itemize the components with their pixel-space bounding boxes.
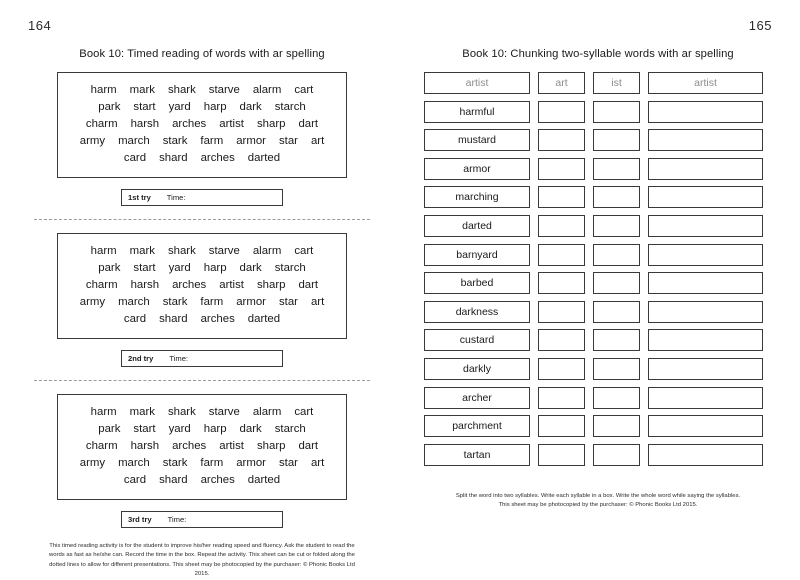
word: arches [172, 118, 207, 130]
full-word-input[interactable] [648, 415, 763, 437]
word: star [278, 296, 298, 308]
word: charm [85, 440, 118, 452]
word-row [68, 82, 336, 99]
word: start [133, 101, 156, 113]
word: harsh [130, 279, 160, 291]
syllable-1-input[interactable] [538, 272, 585, 294]
word-row [68, 311, 336, 328]
word: star [278, 135, 298, 147]
word: yard [168, 262, 191, 274]
word: march [118, 296, 150, 308]
full-word-input[interactable] [648, 301, 763, 323]
table-row [424, 301, 772, 323]
word: art [310, 135, 325, 147]
word-panel [57, 233, 347, 339]
table-row [424, 186, 772, 208]
word-row [68, 455, 336, 472]
syllable-2-input[interactable] [593, 272, 640, 294]
word: cart [294, 84, 314, 96]
table-row [424, 444, 772, 466]
timed-reading-block-1 [28, 72, 376, 206]
time-label: Time: [166, 193, 186, 202]
word: alarm [252, 84, 282, 96]
word-row [68, 260, 336, 277]
word-cell: parchment [424, 415, 530, 437]
table-row [424, 215, 772, 237]
word: harm [90, 406, 117, 418]
example-syllable-2: ist [593, 72, 640, 94]
word: armor [236, 296, 266, 308]
word: dart [298, 118, 319, 130]
syllable-1-input[interactable] [538, 444, 585, 466]
fold-divider [34, 380, 370, 381]
word: art [310, 457, 325, 469]
word-cell: mustard [424, 129, 530, 151]
word: stark [162, 135, 188, 147]
word: march [118, 457, 150, 469]
full-word-input[interactable] [648, 358, 763, 380]
word: arches [172, 279, 207, 291]
syllable-2-input[interactable] [593, 129, 640, 151]
try-time-box[interactable] [121, 350, 283, 367]
table-row [424, 158, 772, 180]
full-word-input[interactable] [648, 129, 763, 151]
word: charm [85, 118, 118, 130]
table-row [424, 387, 772, 409]
table-row [424, 415, 772, 437]
word: shark [167, 245, 196, 257]
word: army [79, 135, 106, 147]
word-row [68, 116, 336, 133]
word: card [123, 152, 147, 164]
syllable-1-input[interactable] [538, 387, 585, 409]
time-label: Time: [167, 515, 187, 524]
word: card [123, 474, 147, 486]
syllable-1-input[interactable] [538, 329, 585, 351]
word: starch [274, 423, 306, 435]
word-cell: darkly [424, 358, 530, 380]
word: darted [247, 313, 281, 325]
syllable-2-input[interactable] [593, 158, 640, 180]
word: starve [208, 406, 240, 418]
syllable-1-input[interactable] [538, 158, 585, 180]
word: dart [298, 279, 319, 291]
word: arches [172, 440, 207, 452]
full-word-input[interactable] [648, 444, 763, 466]
right-page-footnote: Split the word into two syllables. Write each syllable in a box. Write the whole word while saying the syllables. This sheet may be photocopied by the purchaser: © Phonic Books Ltd 2015. [455, 492, 741, 509]
word: army [79, 296, 106, 308]
syllable-1-input[interactable] [538, 129, 585, 151]
word-panel [57, 72, 347, 178]
word: park [98, 262, 121, 274]
chunking-table [424, 72, 772, 466]
word: armor [236, 457, 266, 469]
table-row [424, 129, 772, 151]
fold-divider [34, 219, 370, 220]
table-row [424, 272, 772, 294]
word: starve [208, 84, 240, 96]
word: shark [167, 406, 196, 418]
word: sharp [256, 279, 286, 291]
word: harp [203, 262, 227, 274]
word-row [68, 438, 336, 455]
timed-reading-block-3 [28, 394, 376, 528]
word: park [98, 101, 121, 113]
table-row [424, 72, 772, 94]
syllable-1-input[interactable] [538, 186, 585, 208]
word: starch [274, 101, 306, 113]
left-page-number: 164 [28, 18, 52, 33]
full-word-input[interactable] [648, 158, 763, 180]
word: darted [247, 474, 281, 486]
word: starve [208, 245, 240, 257]
full-word-input[interactable] [648, 387, 763, 409]
word: harp [203, 101, 227, 113]
syllable-2-input[interactable] [593, 358, 640, 380]
word: yard [168, 101, 191, 113]
word: cart [294, 245, 314, 257]
word: dark [239, 262, 262, 274]
word: armor [236, 135, 266, 147]
word: army [79, 457, 106, 469]
word: darted [247, 152, 281, 164]
syllable-2-input[interactable] [593, 186, 640, 208]
word: charm [85, 279, 118, 291]
syllable-2-input[interactable] [593, 215, 640, 237]
word: start [133, 423, 156, 435]
word-cell: barnyard [424, 244, 530, 266]
word: dark [239, 423, 262, 435]
syllable-2-input[interactable] [593, 329, 640, 351]
word-cell: tartan [424, 444, 530, 466]
word-row [68, 99, 336, 116]
word: stark [162, 457, 188, 469]
word: harp [203, 423, 227, 435]
try-label: 1st try [128, 193, 151, 202]
word: harsh [130, 118, 160, 130]
syllable-2-input[interactable] [593, 101, 640, 123]
syllable-2-input[interactable] [593, 244, 640, 266]
full-word-input[interactable] [648, 215, 763, 237]
word: stark [162, 296, 188, 308]
try-time-box[interactable] [121, 189, 283, 206]
full-word-input[interactable] [648, 244, 763, 266]
syllable-2-input[interactable] [593, 444, 640, 466]
word-cell: marching [424, 186, 530, 208]
word: artist [219, 118, 244, 130]
word: card [123, 313, 147, 325]
word-row [68, 404, 336, 421]
word-cell: armor [424, 158, 530, 180]
word: harm [90, 245, 117, 257]
word: alarm [252, 245, 282, 257]
word-row [68, 421, 336, 438]
word: march [118, 135, 150, 147]
word: shard [159, 152, 188, 164]
right-page-number: 165 [748, 18, 772, 33]
word: sharp [256, 440, 286, 452]
word: harm [90, 84, 117, 96]
syllable-1-input[interactable] [538, 215, 585, 237]
word: art [310, 296, 325, 308]
example-full-word: artist [648, 72, 763, 94]
word-cell: darted [424, 215, 530, 237]
time-label: Time: [169, 354, 189, 363]
word-panel [57, 394, 347, 500]
right-page-title: Book 10: Chunking two-syllable words with ar spelling [462, 48, 734, 60]
left-page [0, 0, 400, 578]
syllable-1-input[interactable] [538, 415, 585, 437]
full-word-input[interactable] [648, 329, 763, 351]
table-row [424, 329, 772, 351]
table-row [424, 244, 772, 266]
timed-reading-block-2 [28, 233, 376, 367]
syllable-1-input[interactable] [538, 244, 585, 266]
word: arches [200, 152, 235, 164]
word: cart [294, 406, 314, 418]
word: farm [200, 457, 224, 469]
word-cell: barbed [424, 272, 530, 294]
word: mark [129, 84, 155, 96]
word: farm [200, 135, 224, 147]
word-row [68, 150, 336, 167]
example-syllable-1: art [538, 72, 585, 94]
word: mark [129, 406, 155, 418]
full-word-input[interactable] [648, 272, 763, 294]
full-word-input[interactable] [648, 101, 763, 123]
word-cell: archer [424, 387, 530, 409]
right-page [400, 0, 800, 566]
word: starch [274, 262, 306, 274]
word-row [68, 277, 336, 294]
word: artist [219, 279, 244, 291]
syllable-2-input[interactable] [593, 387, 640, 409]
word: dark [239, 101, 262, 113]
word: arches [200, 313, 235, 325]
word: sharp [256, 118, 286, 130]
table-row [424, 358, 772, 380]
word: harsh [130, 440, 160, 452]
word-cell: harmful [424, 101, 530, 123]
example-word: artist [424, 72, 530, 94]
word: mark [129, 245, 155, 257]
try-time-box[interactable] [121, 511, 283, 528]
word: artist [219, 440, 244, 452]
left-page-title: Book 10: Timed reading of words with ar spelling [79, 48, 325, 60]
full-word-input[interactable] [648, 186, 763, 208]
word: farm [200, 296, 224, 308]
word: park [98, 423, 121, 435]
syllable-1-input[interactable] [538, 101, 585, 123]
syllable-2-input[interactable] [593, 415, 640, 437]
try-label: 3rd try [128, 515, 152, 524]
word-row [68, 243, 336, 260]
word: yard [168, 423, 191, 435]
syllable-1-input[interactable] [538, 301, 585, 323]
syllable-2-input[interactable] [593, 301, 640, 323]
word-cell: darkness [424, 301, 530, 323]
word: star [278, 457, 298, 469]
word: arches [200, 474, 235, 486]
word: shard [159, 313, 188, 325]
table-row [424, 101, 772, 123]
word: alarm [252, 406, 282, 418]
left-page-footnote: This timed reading activity is for the student to improve his/her reading speed and fluency. Ask the student to read the words as fast as he/she can. Record the time in the box. Repeat the activity. This sheet can be cut or folded along the dotted lines to allow for different presentations. This sheet may be photocopied by the purchaser: © Phonic Books Ltd 2015. [49, 543, 355, 578]
word: start [133, 262, 156, 274]
word-row [68, 472, 336, 489]
word: shard [159, 474, 188, 486]
syllable-1-input[interactable] [538, 358, 585, 380]
try-label: 2nd try [128, 354, 154, 363]
word-cell: custard [424, 329, 530, 351]
word-row [68, 133, 336, 150]
word-row [68, 294, 336, 311]
word: shark [167, 84, 196, 96]
word: dart [298, 440, 319, 452]
